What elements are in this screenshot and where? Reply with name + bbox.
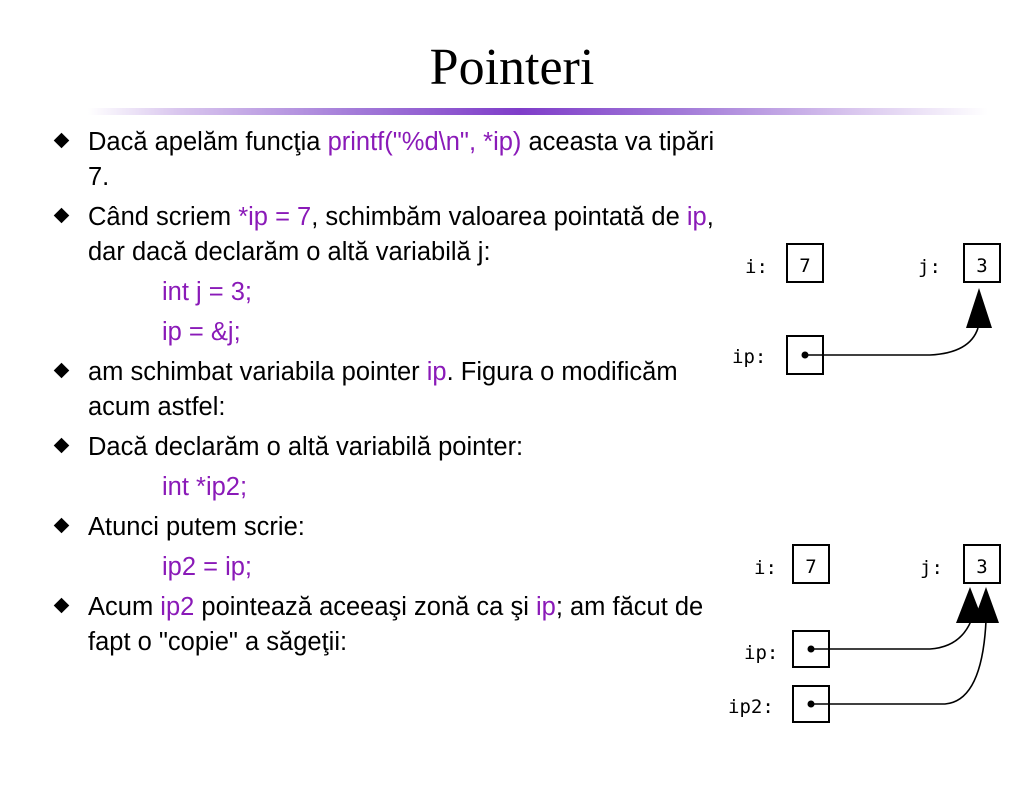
var-i-value: 7 — [805, 556, 817, 578]
diamond-bullet-icon — [54, 208, 70, 224]
var-ip-label: ip: — [744, 642, 779, 664]
var-ip2-label: ip2: — [728, 696, 774, 718]
pointer-diagram-ip2 — [720, 535, 1020, 740]
var-j-label: j: — [918, 256, 941, 278]
code-inline: ip2 — [160, 593, 195, 621]
code-line: int j = 3; — [162, 278, 253, 306]
diamond-bullet-icon — [54, 518, 70, 534]
arrow-head-icon — [966, 288, 992, 328]
var-j-label: j: — [920, 557, 943, 579]
var-j-value: 3 — [976, 556, 988, 578]
code-inline: ip — [686, 203, 707, 231]
code-inline: ip — [535, 593, 556, 621]
pointer-diagram-ip — [720, 230, 1010, 385]
slide-title: Pointeri — [429, 39, 595, 96]
bullet-item — [52, 125, 732, 195]
code-line: ip = &j; — [162, 318, 241, 346]
slide-content — [52, 125, 732, 665]
bullet-item — [52, 510, 732, 545]
bullet-text: Dacă apelăm funcţia — [88, 128, 328, 156]
bullet-item — [52, 355, 732, 425]
diamond-bullet-icon — [54, 438, 70, 454]
diamond-bullet-icon — [54, 363, 70, 379]
code-inline: printf("%d\n", *ip) — [327, 128, 522, 156]
bullet-text: Dacă declarăm o altă variabilă pointer: — [88, 433, 524, 461]
bullet-item — [52, 430, 732, 465]
bullet-text: Atunci putem scrie: — [88, 513, 305, 541]
title-divider — [88, 108, 988, 115]
var-i-label: i: — [754, 557, 777, 579]
pointer-dot — [808, 701, 815, 708]
pointer-arrow-line — [814, 621, 986, 704]
bullet-text: , dar dacă declarăm o altă variabilă j: — [88, 203, 714, 266]
diamond-bullet-icon — [54, 598, 70, 614]
bullet-text: am schimbat variabila pointer — [88, 358, 427, 386]
bullet-item — [52, 200, 732, 270]
code-inline: *ip = 7 — [238, 203, 312, 231]
bullet-text: . Figura o modificăm acum astfel: — [88, 358, 678, 421]
bullet-text: pointează aceeaşi zonă ca şi — [194, 593, 536, 621]
var-i-label: i: — [745, 256, 768, 278]
pointer-dot — [808, 646, 815, 653]
bullet-item — [52, 590, 732, 660]
code-line: int *ip2; — [162, 473, 248, 501]
var-ip-label: ip: — [732, 346, 767, 368]
bullet-text: aceasta va tipări 7. — [88, 128, 715, 191]
pointer-dot — [802, 352, 809, 359]
bullet-text: ; am făcut de fapt o "copie" a săgeţii: — [88, 593, 704, 656]
bullet-text: , schimbăm valoarea pointată de — [311, 203, 687, 231]
bullet-text: Acum — [88, 593, 161, 621]
diamond-bullet-icon — [54, 133, 70, 149]
pointer-arrow-line — [808, 328, 978, 355]
pointer-arrow-line — [814, 621, 971, 649]
var-i-value: 7 — [799, 255, 811, 277]
code-line: ip2 = ip; — [162, 553, 253, 581]
bullet-text: Când scriem — [88, 203, 239, 231]
var-j-value: 3 — [976, 255, 988, 277]
code-inline: ip — [426, 358, 447, 386]
